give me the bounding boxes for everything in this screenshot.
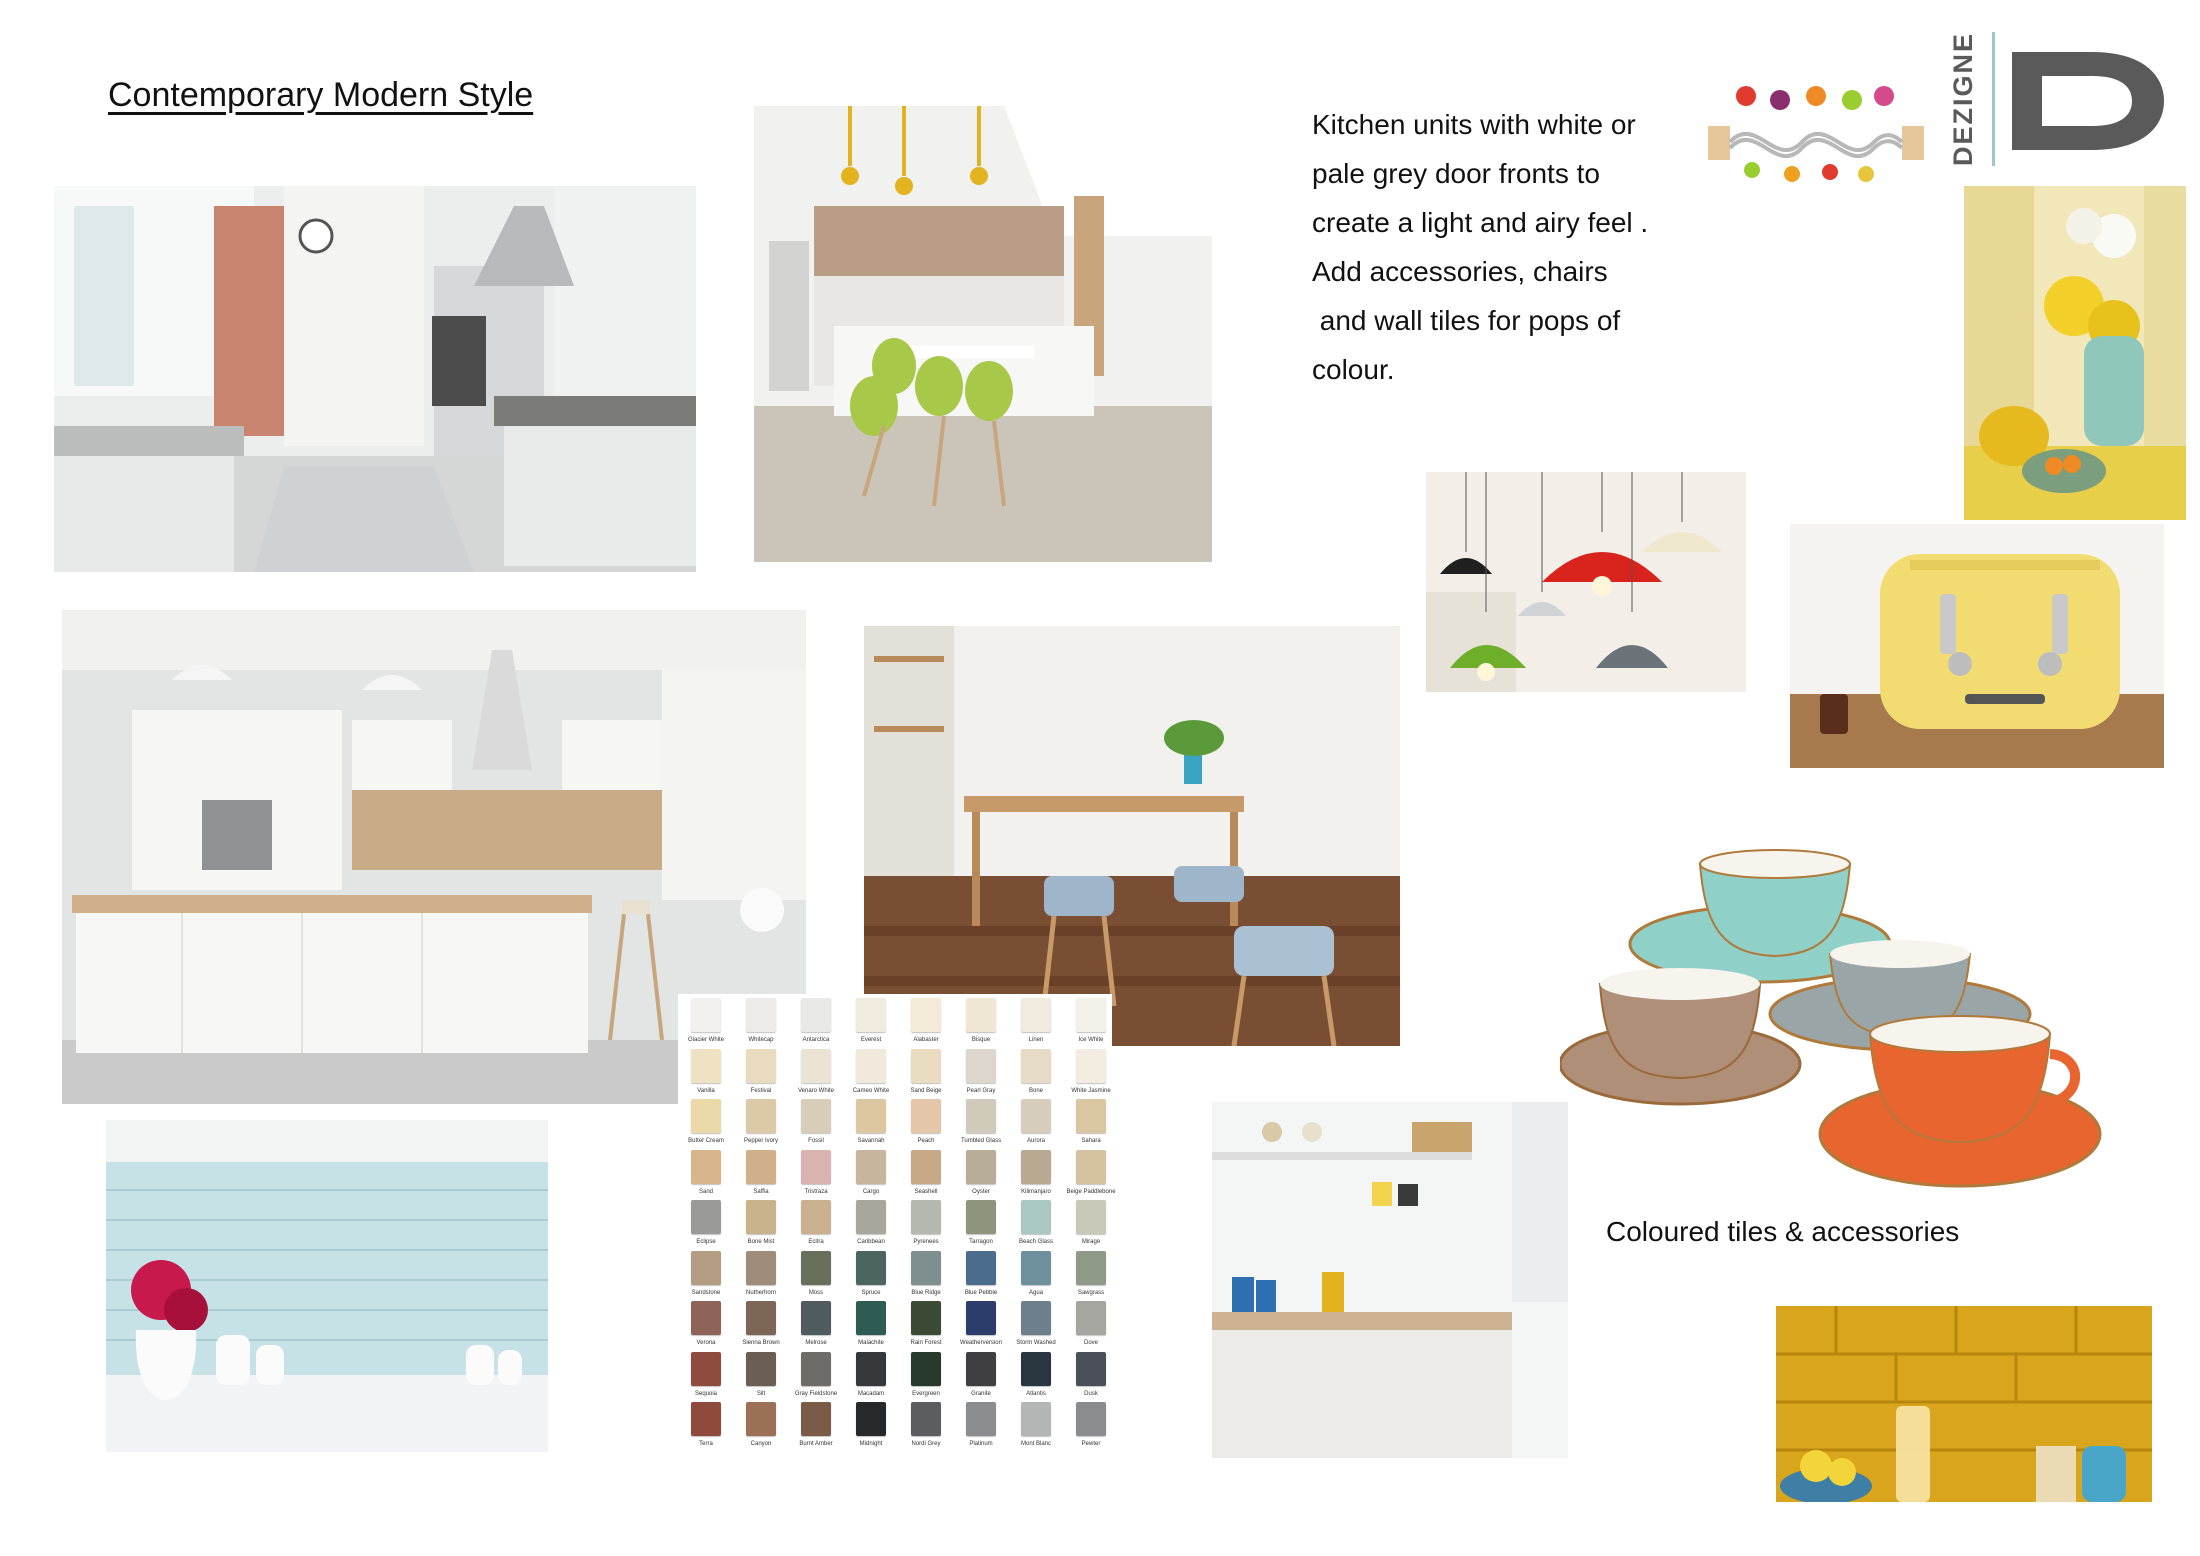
swatch-chip (1021, 1049, 1051, 1083)
swatch-chip (801, 1251, 831, 1285)
swatch-item (737, 1251, 785, 1302)
swatch-label: Antarctica (802, 1037, 830, 1043)
swatch-chip (1021, 1352, 1051, 1386)
coat-hook-rack-image (1706, 74, 1926, 186)
swatch-label: Bone (1028, 1087, 1043, 1094)
swatch-item (902, 1049, 950, 1100)
swatch-chip (691, 1150, 721, 1184)
logo-text: DEZIGNE (1948, 31, 1978, 166)
swatch-chip (1076, 998, 1106, 1032)
swatch-item (1012, 1049, 1060, 1100)
swatch-label: Linen (1028, 1037, 1044, 1043)
swatch-item (1012, 1200, 1060, 1251)
swatch-label: Butter Cream (688, 1138, 724, 1144)
swatch-item (847, 1352, 895, 1403)
swatch-label: Peach (917, 1138, 935, 1144)
swatch-chip (856, 1301, 886, 1335)
worktop-colour-swatches (678, 994, 1116, 1460)
swatch-chip (1021, 1099, 1051, 1133)
swatch-item (957, 1402, 1005, 1453)
swatch-label: Pyrenees (913, 1239, 939, 1245)
yellow-toaster-image (1790, 524, 2164, 768)
swatch-item (682, 1200, 730, 1251)
swatch-label: Rain Forest (910, 1340, 942, 1346)
swatch-chip (1021, 998, 1051, 1032)
swatch-label: Cameo White (852, 1087, 890, 1094)
swatch-item (737, 998, 785, 1049)
dezigne-logo (1944, 30, 2174, 170)
swatch-label: Sequoia (694, 1390, 718, 1397)
swatch-item (957, 1301, 1005, 1352)
swatch-item (1012, 1251, 1060, 1302)
swatch-chip (1021, 1301, 1051, 1335)
swatch-item (902, 1301, 950, 1352)
swatch-item (847, 1150, 895, 1201)
swatch-chip (801, 998, 831, 1032)
swatch-item (1012, 1352, 1060, 1403)
swatch-label: Sand Beige (910, 1087, 942, 1094)
swatch-chip (1076, 1352, 1106, 1386)
swatch-item (847, 1251, 895, 1302)
swatch-chip (1076, 1099, 1106, 1133)
swatch-label: Eclipse (696, 1239, 716, 1245)
swatch-label: Weatherversion (960, 1340, 1002, 1346)
swatch-chip (691, 1099, 721, 1133)
swatch-item (957, 1150, 1005, 1201)
swatch-item (847, 998, 895, 1049)
swatch-item (792, 1200, 840, 1251)
swatch-label: Glacier White (687, 1037, 724, 1043)
swatch-chip (1076, 1402, 1106, 1436)
swatch-item (682, 1301, 730, 1352)
swatch-chip (911, 1049, 941, 1083)
swatch-chip (911, 1251, 941, 1285)
swatch-label: Oyster (972, 1188, 990, 1195)
swatch-chip (966, 1352, 996, 1386)
swatch-chip (911, 1402, 941, 1436)
swatch-label: Tumbled Glass (960, 1138, 1002, 1144)
swatch-item (737, 1301, 785, 1352)
swatch-item (737, 1150, 785, 1201)
swatch-label: Tristraza (804, 1188, 828, 1195)
swatch-chip (966, 1402, 996, 1436)
logo-letter-d (2012, 52, 2164, 150)
swatch-chip (746, 998, 776, 1032)
swatch-chip (911, 1352, 941, 1386)
description-line: Kitchen units with white or (1312, 109, 1636, 140)
swatch-chip (911, 1200, 941, 1234)
swatch-chip (856, 1251, 886, 1285)
swatch-chip (691, 1251, 721, 1285)
swatch-label: Midnight (859, 1441, 883, 1447)
swatch-label: Blue Pebble (964, 1289, 998, 1296)
swatch-label: Sahara (1081, 1138, 1101, 1144)
swatch-item (847, 1402, 895, 1453)
page-title: Contemporary Modern Style (108, 76, 534, 114)
swatch-chip (966, 1150, 996, 1184)
swatch-label: Fossil (808, 1138, 824, 1144)
swatch-label: Platinum (969, 1441, 993, 1447)
swatch-item (1012, 998, 1060, 1049)
swatch-item (902, 1402, 950, 1453)
swatch-chip (856, 1099, 886, 1133)
swatch-label: Gray Fieldstone (794, 1390, 838, 1397)
swatch-label: Mont Blanc (1020, 1441, 1051, 1447)
swatch-chip (691, 1301, 721, 1335)
wooden-dining-table-image (864, 626, 1400, 1046)
swatch-item (682, 1049, 730, 1100)
swatch-item (792, 1352, 840, 1403)
swatch-chip (856, 1200, 886, 1234)
swatch-label: Dusk (1084, 1390, 1098, 1397)
swatch-item (1067, 1352, 1115, 1403)
swatch-chip (691, 1200, 721, 1234)
swatch-label: Savannah (857, 1138, 885, 1144)
swatch-chip (691, 1049, 721, 1083)
swatch-label: Verona (696, 1340, 716, 1346)
pendant-lamps-image (1426, 472, 1746, 692)
swatch-item (792, 1402, 840, 1453)
swatch-item (1067, 1150, 1115, 1201)
swatch-label: Vanilla (697, 1087, 715, 1094)
swatch-label: Caribbean (857, 1239, 885, 1245)
swatch-label: Terra (699, 1441, 713, 1447)
swatch-label: Melrose (805, 1340, 827, 1346)
swatch-chip (746, 1150, 776, 1184)
swatch-chip (1021, 1402, 1051, 1436)
swatch-chip (966, 998, 996, 1032)
swatch-item (957, 1099, 1005, 1150)
swatch-item (957, 1200, 1005, 1251)
swatch-item (682, 1099, 730, 1150)
swatch-chip (746, 1251, 776, 1285)
swatch-item (1012, 1099, 1060, 1150)
swatch-item (1012, 1301, 1060, 1352)
swatch-item (792, 998, 840, 1049)
swatch-chip (746, 1049, 776, 1083)
swatch-label: Bone Mist (747, 1239, 775, 1245)
swatch-item (682, 1352, 730, 1403)
accessories-caption: Coloured tiles & accessories (1606, 1216, 1960, 1247)
swatch-item (737, 1402, 785, 1453)
swatch-chip (801, 1049, 831, 1083)
swatch-label: Malachite (858, 1340, 884, 1346)
swatch-item (737, 1200, 785, 1251)
description-line: pale grey door fronts to (1312, 158, 1600, 189)
swatch-chip (856, 1402, 886, 1436)
swatch-label: Festival (750, 1087, 772, 1094)
swatch-chip (691, 1402, 721, 1436)
swatch-chip (911, 1099, 941, 1133)
swatch-item (902, 1099, 950, 1150)
swatch-label: Pepper Ivory (743, 1138, 779, 1144)
swatch-item (902, 1251, 950, 1302)
swatch-item (792, 1301, 840, 1352)
swatch-label: Nutherhorn (745, 1289, 777, 1296)
swatch-item (847, 1049, 895, 1100)
swatch-item (792, 1150, 840, 1201)
yellow-flowers-jug-image (1964, 186, 2186, 520)
swatch-item (957, 998, 1005, 1049)
swatch-label: Pearl Gray (966, 1087, 996, 1094)
swatch-label: Spruce (861, 1289, 881, 1296)
swatch-label: Blue Ridge (911, 1289, 941, 1296)
swatch-label: Granite (971, 1390, 991, 1397)
swatch-item (1067, 998, 1115, 1049)
swatch-chip (856, 1049, 886, 1083)
swatch-item (682, 1150, 730, 1201)
swatch-label: Pewter (1081, 1441, 1101, 1447)
swatch-item (792, 1049, 840, 1100)
swatch-chip (801, 1150, 831, 1184)
swatch-label: Venaro White (797, 1087, 835, 1094)
swatch-item (1067, 1301, 1115, 1352)
swatch-item (792, 1251, 840, 1302)
swatch-chip (1076, 1251, 1106, 1285)
coloured-cups-saucers-image (1560, 844, 2150, 1206)
swatch-chip (1076, 1301, 1106, 1335)
swatch-item (902, 1200, 950, 1251)
swatch-chip (1076, 1150, 1106, 1184)
swatch-chip (801, 1402, 831, 1436)
swatch-label: Mirage (1081, 1239, 1101, 1245)
swatch-item (1067, 1402, 1115, 1453)
swatch-label: Sandstone (691, 1289, 721, 1296)
swatch-label: Canyon (750, 1441, 772, 1447)
kitchen-green-chairs-image (754, 106, 1212, 562)
swatch-chip (911, 1301, 941, 1335)
swatch-chip (911, 998, 941, 1032)
swatch-chip (966, 1200, 996, 1234)
description-line: and wall tiles for pops of (1312, 305, 1621, 336)
swatch-label: Cargo (862, 1188, 880, 1195)
swatch-chip (856, 1352, 886, 1386)
swatch-item (957, 1049, 1005, 1100)
swatch-chip (801, 1301, 831, 1335)
swatch-item (957, 1251, 1005, 1302)
swatch-item (847, 1200, 895, 1251)
swatch-chip (966, 1251, 996, 1285)
swatch-item (902, 998, 950, 1049)
swatch-item (957, 1352, 1005, 1403)
swatch-label: Sand (698, 1188, 713, 1195)
logo-divider (1992, 32, 1995, 166)
swatch-item (737, 1352, 785, 1403)
swatch-item (902, 1150, 950, 1201)
swatch-label: Ice White (1078, 1037, 1104, 1043)
description-line: Add accessories, chairs (1312, 256, 1608, 287)
swatch-label: Burnt Amber (799, 1441, 833, 1447)
swatch-label: Agua (1028, 1289, 1043, 1296)
swatch-label: Aurora (1026, 1138, 1045, 1144)
swatch-chip (1021, 1150, 1051, 1184)
swatch-item (737, 1049, 785, 1100)
swatch-chip (856, 998, 886, 1032)
swatch-item (682, 998, 730, 1049)
swatch-item (1067, 1099, 1115, 1150)
swatch-label: Tarragon (969, 1239, 993, 1245)
mustard-tiles-image (1776, 1306, 2152, 1502)
swatch-label: Moss (808, 1289, 824, 1296)
swatch-label: Storm Washed (1016, 1340, 1056, 1346)
swatch-chip (801, 1200, 831, 1234)
swatch-label: Saffia (753, 1188, 769, 1195)
white-subway-tile-kitchen-image (1212, 1102, 1568, 1458)
swatch-item (847, 1301, 895, 1352)
swatch-chip (1076, 1200, 1106, 1234)
kitchen-terracotta-wall-image (54, 186, 696, 572)
swatch-label: Macadam (857, 1390, 885, 1397)
swatch-label: Kilimanjaro (1021, 1188, 1051, 1195)
swatch-chip (746, 1352, 776, 1386)
swatch-item (1067, 1200, 1115, 1251)
swatch-label: Sienna Brown (742, 1340, 780, 1346)
swatch-item (1067, 1251, 1115, 1302)
swatch-chip (1021, 1251, 1051, 1285)
swatch-chip (1021, 1200, 1051, 1234)
swatch-label: Seashell (914, 1188, 938, 1195)
swatch-chip (966, 1099, 996, 1133)
swatch-item (847, 1099, 895, 1150)
swatch-chip (746, 1301, 776, 1335)
swatch-label: Everest (860, 1037, 882, 1043)
description-line: create a light and airy feel . (1312, 207, 1649, 238)
swatch-chip (746, 1200, 776, 1234)
description-text (1312, 100, 1712, 394)
swatch-label: Beige Paddlebone (1066, 1188, 1116, 1195)
swatch-label: Sawgrass (1077, 1289, 1105, 1296)
pale-blue-tiles-image (106, 1120, 548, 1452)
swatch-chip (911, 1150, 941, 1184)
swatch-label: Evergreen (912, 1390, 940, 1397)
swatch-item (682, 1251, 730, 1302)
swatch-chip (856, 1150, 886, 1184)
swatch-chip (691, 998, 721, 1032)
swatch-item (1012, 1150, 1060, 1201)
swatch-label: White Jasmine (1071, 1087, 1111, 1094)
swatch-label: Dove (1083, 1340, 1098, 1346)
swatch-label: Nordi Grey (911, 1441, 941, 1447)
swatch-label: Whitecap (748, 1037, 774, 1043)
swatch-item (902, 1352, 950, 1403)
swatch-chip (966, 1301, 996, 1335)
description-line: colour. (1312, 354, 1395, 385)
swatch-item (682, 1402, 730, 1453)
swatch-item (737, 1099, 785, 1150)
swatch-item (792, 1099, 840, 1150)
swatch-chip (746, 1402, 776, 1436)
swatch-item (1067, 1049, 1115, 1100)
swatch-label: Alabaster (913, 1037, 939, 1043)
swatch-chip (691, 1352, 721, 1386)
swatch-chip (801, 1099, 831, 1133)
swatch-chip (746, 1099, 776, 1133)
swatch-label: Ecitra (808, 1239, 824, 1245)
swatch-chip (1076, 1049, 1106, 1083)
swatch-item (1012, 1402, 1060, 1453)
swatch-label: Atlantis (1026, 1390, 1046, 1397)
swatch-chip (966, 1049, 996, 1083)
swatch-label: Bisque (971, 1037, 991, 1043)
swatch-chip (801, 1352, 831, 1386)
swatch-label: Beach Glass (1018, 1239, 1054, 1245)
swatch-label: Silt (756, 1390, 766, 1397)
